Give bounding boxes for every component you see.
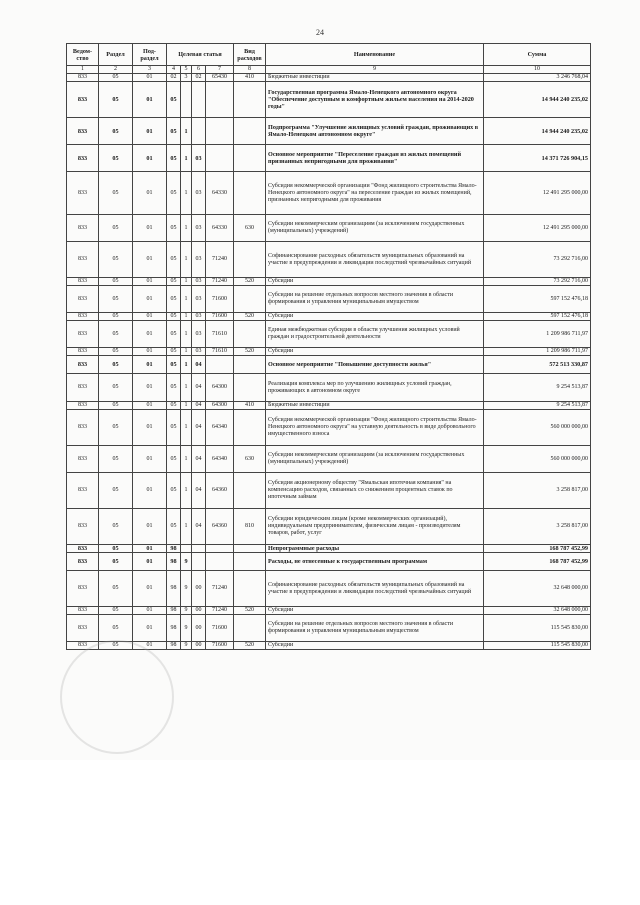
cell-celevaya-1: 05 xyxy=(167,321,181,348)
budget-table-body xyxy=(67,74,591,650)
cell-summa: 73 292 716,00 xyxy=(484,242,591,278)
table-row xyxy=(67,402,591,410)
table-row xyxy=(67,374,591,402)
column-number: 1 xyxy=(67,66,99,74)
cell-celevaya-2: 1 xyxy=(181,348,192,356)
cell-naimenovanie: Единая межбюджетная субсидия в области улучшения жилищных условий граждан и градостроительной деятельности xyxy=(266,321,484,348)
cell-naimenovanie: Подпрограмма "Улучшение жилищных условий граждан, проживающих в Ямало-Ненецком автономном округе" xyxy=(266,118,484,145)
cell-summa: 14 944 240 235,02 xyxy=(484,118,591,145)
cell-celevaya-2: 1 xyxy=(181,242,192,278)
cell-celevaya-2: 1 xyxy=(181,215,192,242)
cell-celevaya-4: 64340 xyxy=(206,446,234,473)
cell-celevaya-1: 05 xyxy=(167,172,181,215)
cell-celevaya-4: 71600 xyxy=(206,286,234,313)
cell-celevaya-2: 9 xyxy=(181,607,192,615)
cell-vedomstvo: 833 xyxy=(67,509,99,545)
cell-celevaya-2: 1 xyxy=(181,286,192,313)
cell-celevaya-1: 05 xyxy=(167,215,181,242)
table-row xyxy=(67,356,591,374)
table-row xyxy=(67,82,591,118)
cell-celevaya-2: 9 xyxy=(181,642,192,650)
cell-naimenovanie: Софинансирование расходных обязательств муниципальных образований на участие в предупреждении и ликвидации последствий чрезвычайных ситуаций xyxy=(266,571,484,607)
cell-vid-rashodov xyxy=(234,410,266,446)
cell-razdel: 05 xyxy=(99,82,133,118)
cell-celevaya-4: 71240 xyxy=(206,278,234,286)
cell-razdel: 05 xyxy=(99,473,133,509)
cell-razdel: 05 xyxy=(99,553,133,571)
cell-podrazdel: 01 xyxy=(133,642,167,650)
cell-vid-rashodov: 520 xyxy=(234,348,266,356)
cell-celevaya-1: 05 xyxy=(167,118,181,145)
cell-naimenovanie: Субсидии xyxy=(266,313,484,321)
table-row xyxy=(67,553,591,571)
table-row xyxy=(67,571,591,607)
header-vedomstvo: Ведом-ство xyxy=(67,44,99,66)
table-row xyxy=(67,278,591,286)
header-naimenovanie: Наименование xyxy=(266,44,484,66)
cell-razdel: 05 xyxy=(99,615,133,642)
cell-celevaya-4 xyxy=(206,553,234,571)
cell-podrazdel: 01 xyxy=(133,172,167,215)
cell-podrazdel: 01 xyxy=(133,553,167,571)
header-summa: Сумма xyxy=(484,44,591,66)
cell-celevaya-3: 03 xyxy=(192,321,206,348)
cell-celevaya-1: 02 xyxy=(167,74,181,82)
faint-stamp xyxy=(60,640,174,754)
cell-summa: 572 513 330,87 xyxy=(484,356,591,374)
cell-vid-rashodov xyxy=(234,356,266,374)
cell-naimenovanie: Софинансирование расходных обязательств муниципальных образований на участие в предупреждении и ликвидации последствий чрезвычайных ситуаций xyxy=(266,242,484,278)
cell-vid-rashodov: 410 xyxy=(234,74,266,82)
cell-vid-rashodov xyxy=(234,553,266,571)
cell-celevaya-3: 04 xyxy=(192,473,206,509)
cell-summa: 3 246 768,04 xyxy=(484,74,591,82)
cell-vedomstvo: 833 xyxy=(67,571,99,607)
cell-razdel: 05 xyxy=(99,242,133,278)
cell-naimenovanie: Субсидии xyxy=(266,348,484,356)
cell-celevaya-2: 1 xyxy=(181,278,192,286)
cell-vedomstvo: 833 xyxy=(67,553,99,571)
table-row xyxy=(67,74,591,82)
table-row xyxy=(67,215,591,242)
cell-summa: 14 944 240 235,02 xyxy=(484,82,591,118)
table-row xyxy=(67,313,591,321)
cell-summa: 560 000 000,00 xyxy=(484,410,591,446)
cell-vid-rashodov xyxy=(234,82,266,118)
cell-vedomstvo: 833 xyxy=(67,215,99,242)
cell-summa: 32 648 000,00 xyxy=(484,607,591,615)
cell-vid-rashodov xyxy=(234,118,266,145)
cell-vid-rashodov: 520 xyxy=(234,278,266,286)
cell-celevaya-4: 71600 xyxy=(206,642,234,650)
cell-podrazdel: 01 xyxy=(133,615,167,642)
cell-celevaya-2: 9 xyxy=(181,571,192,607)
cell-razdel: 05 xyxy=(99,145,133,172)
cell-vedomstvo: 833 xyxy=(67,348,99,356)
cell-podrazdel: 01 xyxy=(133,348,167,356)
cell-vedomstvo: 833 xyxy=(67,545,99,553)
cell-celevaya-4: 71240 xyxy=(206,242,234,278)
cell-razdel: 05 xyxy=(99,571,133,607)
cell-summa: 168 787 452,99 xyxy=(484,553,591,571)
cell-naimenovanie: Субсидии xyxy=(266,642,484,650)
cell-celevaya-1: 05 xyxy=(167,446,181,473)
cell-celevaya-3: 00 xyxy=(192,642,206,650)
cell-celevaya-4: 71600 xyxy=(206,313,234,321)
cell-podrazdel: 01 xyxy=(133,374,167,402)
cell-celevaya-3: 04 xyxy=(192,402,206,410)
cell-vedomstvo: 833 xyxy=(67,615,99,642)
column-number: 7 xyxy=(206,66,234,74)
cell-vedomstvo: 833 xyxy=(67,402,99,410)
cell-celevaya-3: 04 xyxy=(192,356,206,374)
cell-celevaya-1: 05 xyxy=(167,356,181,374)
cell-celevaya-2: 1 xyxy=(181,446,192,473)
cell-razdel: 05 xyxy=(99,374,133,402)
cell-celevaya-3 xyxy=(192,553,206,571)
cell-vedomstvo: 833 xyxy=(67,321,99,348)
cell-razdel: 05 xyxy=(99,321,133,348)
cell-razdel: 05 xyxy=(99,446,133,473)
header-razdel: Раздел xyxy=(99,44,133,66)
page-number: 24 xyxy=(316,28,324,37)
cell-celevaya-4 xyxy=(206,82,234,118)
column-number: 6 xyxy=(192,66,206,74)
cell-razdel: 05 xyxy=(99,509,133,545)
cell-podrazdel: 01 xyxy=(133,545,167,553)
cell-celevaya-2: 9 xyxy=(181,615,192,642)
cell-celevaya-1: 98 xyxy=(167,607,181,615)
cell-celevaya-2: 1 xyxy=(181,118,192,145)
cell-celevaya-4: 64340 xyxy=(206,410,234,446)
cell-summa: 115 545 830,00 xyxy=(484,615,591,642)
cell-summa: 9 254 513,87 xyxy=(484,402,591,410)
cell-celevaya-1: 05 xyxy=(167,313,181,321)
cell-vid-rashodov xyxy=(234,286,266,313)
column-number: 5 xyxy=(181,66,192,74)
cell-naimenovanie: Расходы, не отнесенные к государственным программам xyxy=(266,553,484,571)
cell-celevaya-3: 04 xyxy=(192,410,206,446)
cell-vedomstvo: 833 xyxy=(67,607,99,615)
cell-vedomstvo: 833 xyxy=(67,286,99,313)
cell-naimenovanie: Бюджетные инвестиции xyxy=(266,74,484,82)
cell-celevaya-1: 98 xyxy=(167,553,181,571)
table-row xyxy=(67,473,591,509)
cell-celevaya-3: 03 xyxy=(192,145,206,172)
cell-celevaya-4 xyxy=(206,145,234,172)
cell-razdel: 05 xyxy=(99,215,133,242)
cell-vid-rashodov xyxy=(234,571,266,607)
cell-celevaya-3: 03 xyxy=(192,242,206,278)
cell-naimenovanie: Реализация комплекса мер по улучшению жилищных условий граждан, проживающих в автономном округе xyxy=(266,374,484,402)
cell-celevaya-4: 64300 xyxy=(206,402,234,410)
cell-celevaya-3 xyxy=(192,545,206,553)
cell-vid-rashodov xyxy=(234,145,266,172)
cell-celevaya-1: 98 xyxy=(167,571,181,607)
cell-celevaya-2: 1 xyxy=(181,356,192,374)
cell-celevaya-2: 1 xyxy=(181,473,192,509)
cell-podrazdel: 01 xyxy=(133,286,167,313)
cell-celevaya-2: 9 xyxy=(181,553,192,571)
cell-vid-rashodov: 520 xyxy=(234,313,266,321)
cell-celevaya-1: 05 xyxy=(167,278,181,286)
cell-naimenovanie: Субсидия акционерному обществу "Ямальская ипотечная компания" на компенсацию расходов, связанных со снижением процентных ставок по ипотечным займам xyxy=(266,473,484,509)
cell-celevaya-3: 03 xyxy=(192,313,206,321)
cell-celevaya-1: 05 xyxy=(167,82,181,118)
cell-celevaya-4 xyxy=(206,356,234,374)
cell-celevaya-4: 64360 xyxy=(206,473,234,509)
cell-celevaya-4: 64360 xyxy=(206,509,234,545)
cell-vid-rashodov xyxy=(234,374,266,402)
cell-celevaya-4: 71240 xyxy=(206,571,234,607)
cell-podrazdel: 01 xyxy=(133,402,167,410)
cell-podrazdel: 01 xyxy=(133,215,167,242)
cell-podrazdel: 01 xyxy=(133,607,167,615)
cell-vid-rashodov xyxy=(234,473,266,509)
table-row xyxy=(67,286,591,313)
cell-razdel: 05 xyxy=(99,278,133,286)
cell-celevaya-4: 64300 xyxy=(206,374,234,402)
table-row xyxy=(67,348,591,356)
cell-celevaya-3: 04 xyxy=(192,446,206,473)
cell-celevaya-2: 1 xyxy=(181,145,192,172)
cell-razdel: 05 xyxy=(99,356,133,374)
cell-vid-rashodov xyxy=(234,615,266,642)
table-row xyxy=(67,410,591,446)
cell-summa: 3 258 817,00 xyxy=(484,473,591,509)
cell-podrazdel: 01 xyxy=(133,118,167,145)
cell-podrazdel: 01 xyxy=(133,473,167,509)
cell-razdel: 05 xyxy=(99,118,133,145)
cell-celevaya-2: 1 xyxy=(181,374,192,402)
cell-podrazdel: 01 xyxy=(133,74,167,82)
cell-podrazdel: 01 xyxy=(133,278,167,286)
table-row xyxy=(67,615,591,642)
cell-podrazdel: 01 xyxy=(133,356,167,374)
table-row xyxy=(67,321,591,348)
cell-vedomstvo: 833 xyxy=(67,82,99,118)
cell-naimenovanie: Субсидии xyxy=(266,607,484,615)
cell-summa: 597 152 476,18 xyxy=(484,286,591,313)
cell-podrazdel: 01 xyxy=(133,571,167,607)
cell-podrazdel: 01 xyxy=(133,145,167,172)
cell-vedomstvo: 833 xyxy=(67,278,99,286)
cell-razdel: 05 xyxy=(99,607,133,615)
header-podrazdel: Под-раздел xyxy=(133,44,167,66)
budget-table xyxy=(66,43,591,650)
cell-vedomstvo: 833 xyxy=(67,118,99,145)
cell-celevaya-1: 98 xyxy=(167,642,181,650)
cell-vedomstvo: 833 xyxy=(67,473,99,509)
cell-celevaya-4: 71240 xyxy=(206,607,234,615)
cell-celevaya-4: 65430 xyxy=(206,74,234,82)
cell-celevaya-2: 1 xyxy=(181,321,192,348)
table-row xyxy=(67,446,591,473)
cell-naimenovanie: Бюджетные инвестиции xyxy=(266,402,484,410)
cell-celevaya-1: 98 xyxy=(167,545,181,553)
cell-celevaya-4: 71610 xyxy=(206,348,234,356)
cell-celevaya-2: 3 xyxy=(181,74,192,82)
cell-vid-rashodov: 630 xyxy=(234,446,266,473)
cell-celevaya-2: 1 xyxy=(181,313,192,321)
cell-razdel: 05 xyxy=(99,74,133,82)
cell-celevaya-3: 04 xyxy=(192,374,206,402)
cell-celevaya-3: 04 xyxy=(192,509,206,545)
cell-vid-rashodov xyxy=(234,545,266,553)
column-number: 3 xyxy=(133,66,167,74)
cell-vedomstvo: 833 xyxy=(67,74,99,82)
cell-vid-rashodov: 810 xyxy=(234,509,266,545)
cell-vid-rashodov xyxy=(234,321,266,348)
cell-celevaya-3 xyxy=(192,82,206,118)
cell-naimenovanie: Субсидии юридическим лицам (кроме некоммерческих организаций), индивидуальным предпринимателям, физическим лицам - производителям товаров, работ, услуг xyxy=(266,509,484,545)
cell-summa: 12 491 295 000,00 xyxy=(484,215,591,242)
table-row xyxy=(67,509,591,545)
cell-podrazdel: 01 xyxy=(133,446,167,473)
cell-vedomstvo: 833 xyxy=(67,642,99,650)
cell-summa: 597 152 476,18 xyxy=(484,313,591,321)
cell-podrazdel: 01 xyxy=(133,410,167,446)
cell-summa: 73 292 716,00 xyxy=(484,278,591,286)
cell-celevaya-1: 05 xyxy=(167,242,181,278)
cell-celevaya-1: 05 xyxy=(167,145,181,172)
cell-celevaya-4: 71600 xyxy=(206,615,234,642)
cell-summa: 1 209 986 711,97 xyxy=(484,348,591,356)
cell-vedomstvo: 833 xyxy=(67,242,99,278)
cell-celevaya-3: 00 xyxy=(192,571,206,607)
cell-summa: 560 000 000,00 xyxy=(484,446,591,473)
cell-celevaya-2 xyxy=(181,82,192,118)
cell-naimenovanie: Государственная программа Ямало-Ненецкого автономного округа "Обеспечение доступным и комфортным жильем населения на 2014-2020 годы" xyxy=(266,82,484,118)
cell-celevaya-3: 03 xyxy=(192,215,206,242)
cell-vid-rashodov xyxy=(234,242,266,278)
cell-celevaya-2: 1 xyxy=(181,172,192,215)
cell-celevaya-3: 00 xyxy=(192,615,206,642)
table-row xyxy=(67,172,591,215)
cell-celevaya-1: 98 xyxy=(167,615,181,642)
cell-celevaya-1: 05 xyxy=(167,509,181,545)
cell-celevaya-4: 64330 xyxy=(206,215,234,242)
cell-celevaya-2 xyxy=(181,545,192,553)
cell-celevaya-1: 05 xyxy=(167,402,181,410)
cell-summa: 3 258 817,00 xyxy=(484,509,591,545)
cell-celevaya-1: 05 xyxy=(167,410,181,446)
cell-naimenovanie: Непрограммные расходы xyxy=(266,545,484,553)
column-number: 8 xyxy=(234,66,266,74)
column-number: 2 xyxy=(99,66,133,74)
cell-razdel: 05 xyxy=(99,410,133,446)
blank-margin xyxy=(0,760,640,905)
cell-razdel: 05 xyxy=(99,348,133,356)
cell-celevaya-3: 03 xyxy=(192,172,206,215)
cell-vedomstvo: 833 xyxy=(67,313,99,321)
cell-podrazdel: 01 xyxy=(133,313,167,321)
header-row xyxy=(67,44,591,66)
cell-celevaya-4 xyxy=(206,545,234,553)
header-celevaya-statya: Целевая статья xyxy=(167,44,234,66)
cell-vid-rashodov: 630 xyxy=(234,215,266,242)
cell-summa: 115 545 830,00 xyxy=(484,642,591,650)
cell-celevaya-4 xyxy=(206,118,234,145)
cell-vid-rashodov: 520 xyxy=(234,607,266,615)
table-row xyxy=(67,642,591,650)
header-vid-rashodov: Вид расходов xyxy=(234,44,266,66)
cell-celevaya-1: 05 xyxy=(167,286,181,313)
cell-celevaya-3: 03 xyxy=(192,348,206,356)
cell-podrazdel: 01 xyxy=(133,509,167,545)
cell-celevaya-3: 00 xyxy=(192,607,206,615)
cell-celevaya-3 xyxy=(192,118,206,145)
numbering-row xyxy=(67,66,591,74)
cell-vedomstvo: 833 xyxy=(67,172,99,215)
cell-naimenovanie: Субсидия некоммерческой организации "Фонд жилищного строительства Ямало-Ненецкого автономного округа" на уставную деятельность в виде добровольного имущественного взноса xyxy=(266,410,484,446)
cell-naimenovanie: Субсидия некоммерческой организации "Фонд жилищного строительства Ямало-Ненецкого автономного округа" на переселение граждан из жилых помещений, признанных непригодными для проживания xyxy=(266,172,484,215)
cell-vedomstvo: 833 xyxy=(67,410,99,446)
cell-summa: 14 371 726 904,15 xyxy=(484,145,591,172)
cell-podrazdel: 01 xyxy=(133,82,167,118)
cell-vid-rashodov: 410 xyxy=(234,402,266,410)
cell-razdel: 05 xyxy=(99,286,133,313)
cell-summa: 32 648 000,00 xyxy=(484,571,591,607)
table-row xyxy=(67,545,591,553)
cell-celevaya-3: 03 xyxy=(192,278,206,286)
cell-vedomstvo: 833 xyxy=(67,446,99,473)
cell-celevaya-4: 71610 xyxy=(206,321,234,348)
cell-razdel: 05 xyxy=(99,172,133,215)
cell-celevaya-2: 1 xyxy=(181,509,192,545)
cell-vedomstvo: 833 xyxy=(67,374,99,402)
cell-razdel: 05 xyxy=(99,402,133,410)
column-number: 10 xyxy=(484,66,591,74)
cell-celevaya-3: 03 xyxy=(192,286,206,313)
column-number: 4 xyxy=(167,66,181,74)
cell-celevaya-1: 05 xyxy=(167,348,181,356)
cell-celevaya-2: 1 xyxy=(181,402,192,410)
cell-naimenovanie: Субсидии xyxy=(266,278,484,286)
cell-naimenovanie: Субсидии на решение отдельных вопросов местного значения в области формирования и управления муниципальным имуществом xyxy=(266,286,484,313)
cell-razdel: 05 xyxy=(99,545,133,553)
cell-naimenovanie: Основное мероприятие "Повышение доступности жилья" xyxy=(266,356,484,374)
cell-naimenovanie: Основное мероприятие "Переселение граждан из жилых помещений признанных непригодными для проживания" xyxy=(266,145,484,172)
table-row xyxy=(67,118,591,145)
cell-summa: 1 209 986 711,97 xyxy=(484,321,591,348)
cell-vid-rashodov: 520 xyxy=(234,642,266,650)
cell-vedomstvo: 833 xyxy=(67,145,99,172)
cell-celevaya-1: 05 xyxy=(167,374,181,402)
table-row xyxy=(67,145,591,172)
cell-celevaya-2: 1 xyxy=(181,410,192,446)
cell-naimenovanie: Субсидии на решение отдельных вопросов местного значения в области формирования и управления муниципальным имуществом xyxy=(266,615,484,642)
column-number: 9 xyxy=(266,66,484,74)
table-row xyxy=(67,607,591,615)
table-row xyxy=(67,242,591,278)
cell-vedomstvo: 833 xyxy=(67,356,99,374)
cell-celevaya-1: 05 xyxy=(167,473,181,509)
cell-podrazdel: 01 xyxy=(133,321,167,348)
cell-razdel: 05 xyxy=(99,313,133,321)
cell-razdel: 05 xyxy=(99,642,133,650)
cell-summa: 9 254 513,87 xyxy=(484,374,591,402)
cell-celevaya-4: 64330 xyxy=(206,172,234,215)
cell-naimenovanie: Субсидии некоммерческим организациям (за исключением государственных (муниципальных) учреждений) xyxy=(266,446,484,473)
cell-podrazdel: 01 xyxy=(133,242,167,278)
cell-summa: 168 787 452,99 xyxy=(484,545,591,553)
cell-naimenovanie: Субсидии некоммерческим организациям (за исключением государственных (муниципальных) учреждений) xyxy=(266,215,484,242)
cell-celevaya-3: 02 xyxy=(192,74,206,82)
cell-vid-rashodov xyxy=(234,172,266,215)
cell-summa: 12 491 295 000,00 xyxy=(484,172,591,215)
